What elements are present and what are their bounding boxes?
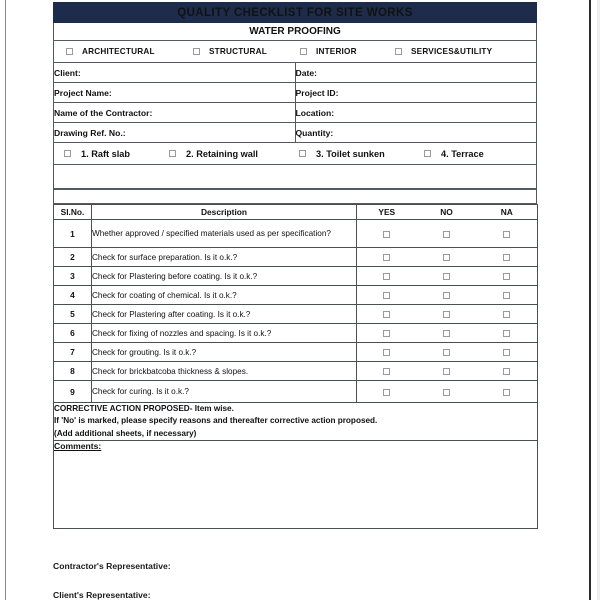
checkbox-no[interactable] (443, 231, 450, 238)
comments-label: Comments: (54, 440, 102, 451)
row-checkbox-yes[interactable] (357, 324, 417, 343)
row-checkbox-na[interactable] (477, 324, 538, 343)
gap-table (53, 189, 537, 204)
checkbox-yes[interactable] (383, 311, 390, 318)
row-sl-no: 6 (54, 324, 92, 343)
checkbox-na[interactable] (503, 254, 510, 261)
field-row-client-date (54, 63, 537, 83)
blank-spacer-row (54, 165, 537, 189)
table-row (54, 305, 538, 324)
category-label-interior: INTERIOR (316, 47, 357, 56)
row-checkbox-yes[interactable] (357, 381, 417, 403)
title-row (54, 3, 537, 23)
row-description: Whether approved / specified materials used as per specification? (92, 220, 357, 248)
subtitle-row (54, 23, 537, 41)
category-label-structural: STRUCTURAL (209, 47, 267, 56)
table-row (54, 286, 538, 305)
checkbox-no[interactable] (443, 368, 450, 375)
checkbox-na[interactable] (503, 311, 510, 318)
checkbox-na[interactable] (503, 330, 510, 337)
checkbox-yes[interactable] (383, 292, 390, 299)
checkbox-retaining-wall[interactable] (169, 150, 176, 157)
checkbox-raft-slab[interactable] (64, 150, 71, 157)
checkbox-na[interactable] (503, 368, 510, 375)
row-checkbox-na[interactable] (477, 248, 538, 267)
checklist-header-row (54, 205, 538, 220)
row-sl-no: 2 (54, 248, 92, 267)
table-row (54, 381, 538, 403)
checkbox-no[interactable] (443, 330, 450, 337)
row-description: Check for coating of chemical. Is it o.k.? (92, 286, 357, 305)
table-row (54, 267, 538, 286)
checkbox-yes[interactable] (383, 389, 390, 396)
row-sl-no: 7 (54, 343, 92, 362)
category-label-architectural: ARCHITECTURAL (82, 47, 155, 56)
field-contractor-name[interactable]: Name of the Contractor: (54, 103, 296, 123)
checkbox-services-utility[interactable] (395, 48, 402, 55)
row-sl-no: 1 (54, 220, 92, 248)
table-row (54, 343, 538, 362)
category-services-utility[interactable] (395, 47, 492, 56)
contractor-representative-label: Contractor's Representative: (53, 561, 171, 571)
checkbox-yes[interactable] (383, 349, 390, 356)
row-checkbox-no[interactable] (417, 286, 477, 305)
checkbox-no[interactable] (443, 292, 450, 299)
element-terrace[interactable] (424, 149, 484, 159)
row-sl-no: 9 (54, 381, 92, 403)
category-architectural[interactable] (66, 47, 193, 56)
field-quantity[interactable]: Quantity: (295, 123, 537, 143)
column-header-yes: YES (357, 205, 417, 220)
field-row-drawing (54, 123, 537, 143)
checkbox-toilet-sunken[interactable] (299, 150, 306, 157)
row-checkbox-no[interactable] (417, 267, 477, 286)
row-sl-no: 8 (54, 362, 92, 381)
column-header-no: NO (417, 205, 477, 220)
category-cell (54, 41, 537, 63)
checkbox-yes[interactable] (383, 231, 390, 238)
element-toilet-sunken[interactable] (299, 149, 424, 159)
field-location[interactable]: Location: (295, 103, 537, 123)
category-interior[interactable] (300, 47, 395, 56)
row-checkbox-no[interactable] (417, 324, 477, 343)
row-checkbox-na[interactable] (477, 305, 538, 324)
comments-cell[interactable] (54, 440, 538, 528)
field-date[interactable]: Date: (295, 63, 537, 83)
row-checkbox-no[interactable] (417, 343, 477, 362)
column-header-na: NA (477, 205, 538, 220)
row-checkbox-yes[interactable] (357, 343, 417, 362)
header-frame-table (53, 2, 537, 189)
blank-spacer-cell (54, 165, 537, 189)
table-row (54, 362, 538, 381)
checkbox-no[interactable] (443, 311, 450, 318)
checkbox-terrace[interactable] (424, 150, 431, 157)
table-row (54, 220, 538, 248)
element-cell (54, 143, 537, 165)
checkbox-yes[interactable] (383, 254, 390, 261)
row-checkbox-yes[interactable] (357, 286, 417, 305)
row-sl-no: 3 (54, 267, 92, 286)
row-checkbox-yes[interactable] (357, 362, 417, 381)
row-checkbox-na[interactable] (477, 286, 538, 305)
checkbox-interior[interactable] (300, 48, 307, 55)
checkbox-no[interactable] (443, 254, 450, 261)
checkbox-na[interactable] (503, 349, 510, 356)
checkbox-yes[interactable] (383, 273, 390, 280)
comments-row (54, 440, 538, 528)
category-structural[interactable] (193, 47, 300, 56)
row-checkbox-na[interactable] (477, 381, 538, 403)
checkbox-no[interactable] (443, 349, 450, 356)
element-raft-slab[interactable] (64, 149, 169, 159)
row-description: Check for brickbatcoba thickness & slopes. (92, 362, 357, 381)
table-row (54, 248, 538, 267)
page-right-rule (589, 0, 591, 600)
row-checkbox-yes[interactable] (357, 305, 417, 324)
page-title: QUALITY CHECKLIST FOR SITE WORKS (54, 3, 537, 23)
row-sl-no: 4 (54, 286, 92, 305)
corrective-line-1: CORRECTIVE ACTION PROPOSED- Item wise. (54, 404, 234, 413)
row-checkbox-na[interactable] (477, 220, 538, 248)
element-row (54, 143, 537, 165)
row-description: Check for Plastering before coating. Is it o.k.? (92, 267, 357, 286)
gap-cell (54, 190, 537, 204)
category-label-services-utility: SERVICES&UTILITY (411, 47, 493, 56)
checkbox-na[interactable] (503, 389, 510, 396)
checkbox-structural[interactable] (193, 48, 200, 55)
row-description: Check for grouting. Is it o.k.? (92, 343, 357, 362)
column-header-sl-no: Sl.No. (54, 205, 92, 220)
element-label-raft-slab: 1. Raft slab (81, 148, 131, 159)
element-label-toilet-sunken: 3. Toilet sunken (316, 148, 385, 159)
document-subtitle: WATER PROOFING (54, 23, 537, 41)
checkbox-yes[interactable] (383, 330, 390, 337)
row-checkbox-yes[interactable] (357, 220, 417, 248)
checkbox-yes[interactable] (383, 368, 390, 375)
checkbox-na[interactable] (503, 292, 510, 299)
row-checkbox-no[interactable] (417, 305, 477, 324)
corrective-action-cell (54, 403, 538, 441)
row-description: Check for Plastering after coating. Is it o.k.? (92, 305, 357, 324)
element-label-retaining-wall: 2. Retaining wall (186, 148, 258, 159)
row-checkbox-no[interactable] (417, 248, 477, 267)
checklist-table (53, 204, 538, 529)
field-client[interactable]: Client: (54, 63, 296, 83)
row-description: Check for fixing of nozzles and spacing. Is it o.k.? (92, 324, 357, 343)
row-checkbox-no[interactable] (417, 220, 477, 248)
category-row (54, 41, 537, 63)
row-checkbox-no[interactable] (417, 381, 477, 403)
row-sl-no: 5 (54, 305, 92, 324)
checkbox-na[interactable] (503, 231, 510, 238)
table-row (54, 324, 538, 343)
page-left-rule (5, 0, 6, 600)
checkbox-architectural[interactable] (66, 48, 73, 55)
gap-row (54, 190, 537, 204)
row-checkbox-yes[interactable] (357, 267, 417, 286)
row-checkbox-yes[interactable] (357, 248, 417, 267)
checkbox-na[interactable] (503, 273, 510, 280)
corrective-line-2: If 'No' is marked, please specify reasons and thereafter corrective action proposed. (54, 416, 378, 426)
row-checkbox-no[interactable] (417, 362, 477, 381)
client-representative-label: Client's Representative: (53, 590, 151, 600)
row-description: Check for curing. Is it o.k.? (92, 381, 357, 403)
field-drawing-ref-no[interactable]: Drawing Ref. No.: (54, 123, 296, 143)
field-row-contractor (54, 103, 537, 123)
row-checkbox-na[interactable] (477, 362, 538, 381)
corrective-line-3: (Add additional sheets, if necessary) (54, 428, 197, 438)
field-row-project (54, 83, 537, 103)
corrective-action-row (54, 403, 538, 441)
field-project-name[interactable]: Project Name: (54, 83, 296, 103)
checkbox-no[interactable] (443, 273, 450, 280)
checkbox-no[interactable] (443, 389, 450, 396)
row-description: Check for surface preparation. Is it o.k.? (92, 248, 357, 267)
column-header-description: Description (92, 205, 357, 220)
element-retaining-wall[interactable] (169, 149, 299, 159)
row-checkbox-na[interactable] (477, 343, 538, 362)
element-label-terrace: 4. Terrace (441, 148, 484, 159)
checklist-document (53, 2, 537, 529)
field-project-id[interactable]: Project ID: (295, 83, 537, 103)
row-checkbox-na[interactable] (477, 267, 538, 286)
